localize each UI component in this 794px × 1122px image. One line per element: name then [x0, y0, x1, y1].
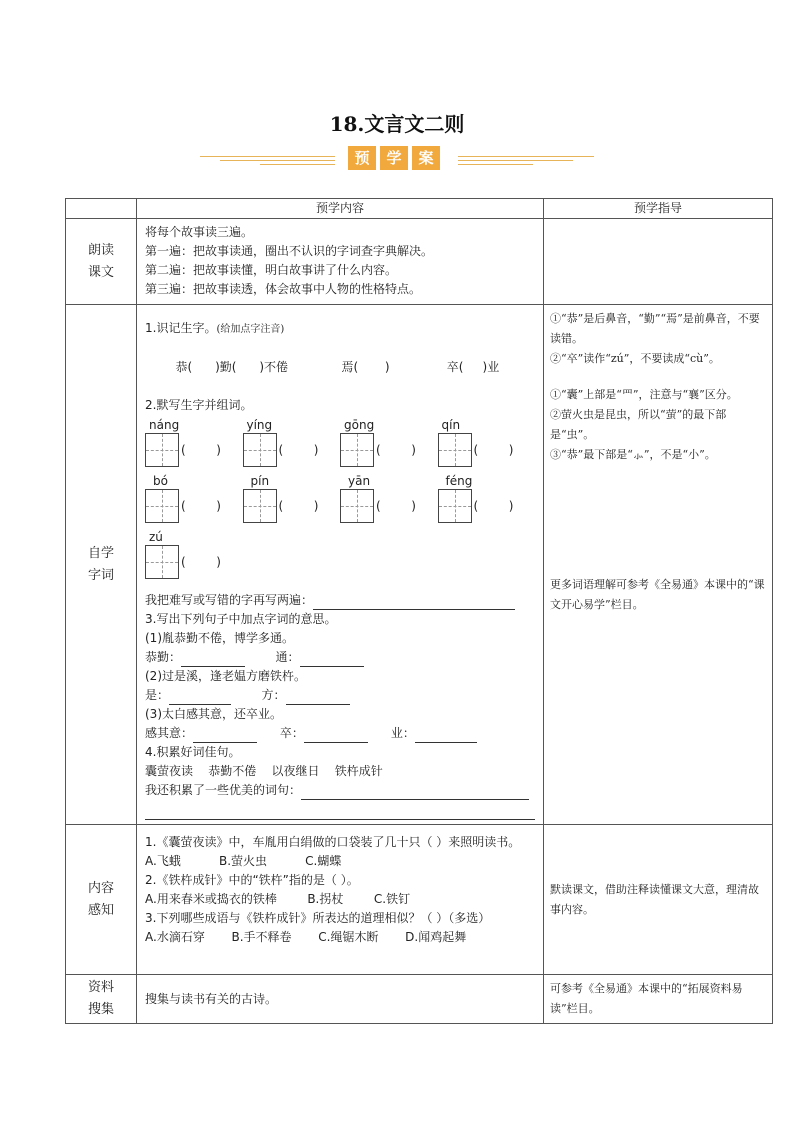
options[interactable]: A.水滴石穿 B.手不释卷 C.绳锯木断 D.闻鸡起舞 [145, 930, 467, 944]
writing-grid-item[interactable]: bó ( ) [145, 473, 243, 523]
answer-blank[interactable] [300, 654, 364, 667]
reading-guide [544, 219, 773, 305]
answer-line[interactable] [145, 806, 535, 820]
row-label-reading: 朗读 课文 [66, 219, 137, 305]
row-label-materials: 资料 搜集 [66, 975, 137, 1024]
answer-blank[interactable] [181, 654, 245, 667]
question: 3.下列哪些成语与《铁杵成针》所表达的道理相似？（ ）（多选） [145, 911, 491, 925]
answer-blank[interactable] [169, 692, 231, 705]
banner-char: 预 [348, 146, 376, 170]
comprehension-content [137, 825, 544, 975]
writing-box [145, 545, 179, 579]
idiom-list: 囊萤夜读 恭勤不倦 以夜继日 铁杵成针 [145, 764, 383, 778]
header-content: 预学内容 [137, 199, 544, 219]
writing-box [438, 433, 472, 467]
answer-blank[interactable] [286, 692, 350, 705]
reading-line: 将每个故事读三遍。 [145, 225, 254, 239]
materials-content: 搜集与读书有关的古诗。 [137, 975, 544, 1024]
row-label-comprehension: 内容 感知 [66, 825, 137, 975]
writing-grid-item[interactable]: zú ( ) [145, 529, 246, 579]
note: (给加点字注音) [216, 324, 285, 335]
options[interactable]: A.飞蛾 B.萤火虫 C.蝴蝶 [145, 854, 342, 868]
row-label-words: 自学 字词 [66, 305, 137, 825]
reading-line: 第二遍：把故事读懂，明白故事讲了什么内容。 [145, 263, 398, 277]
writing-box [340, 433, 374, 467]
question: 2.《铁杵成针》中的“铁杵”指的是（ ）。 [145, 873, 359, 887]
answer-blank[interactable] [301, 787, 529, 800]
reading-content [137, 219, 544, 305]
writing-box [438, 489, 472, 523]
study-table [65, 198, 773, 1024]
section-banner [200, 146, 594, 172]
writing-grid-item[interactable]: yíng ( ) [243, 417, 341, 467]
writing-box [243, 489, 277, 523]
writing-box [145, 489, 179, 523]
answer-blank[interactable] [193, 730, 257, 743]
banner-char: 学 [380, 146, 408, 170]
words-content: 1.识记生字。(给加点字注音) 恭( )勤( )不倦 焉( ) 卒( )业 2.默写生字并组词。 náng ( ) yíng ( ) gōng ( ) qín ( ) bó ( ) pín ( ) yān ( ) féng ( ) zú ( ) 我把难写或写错的字再写两遍： 3.写出下列句子中加点字词的意思。 (1)胤恭勤不倦，博学多通。 恭勤： 通： (2)过是溪，逢老媪方磨铁杵。 是： 方： (3)太白感其意，还卒业。 感其意： 卒： 业： 4.积累好词佳句。 囊萤夜读 恭勤不倦 以夜继日 铁杵成针 我还积累了一些优美的词句： [137, 305, 544, 825]
writing-grid-item[interactable]: féng ( ) [438, 473, 536, 523]
options[interactable]: A.用来春米或捣衣的铁棒 B.拐杖 C.铁钉 [145, 892, 411, 906]
answer-blank[interactable] [415, 730, 477, 743]
writing-grid-item[interactable]: gōng ( ) [340, 417, 438, 467]
page-title: 18.文言文二则 [329, 112, 465, 136]
answer-blank[interactable] [313, 597, 515, 610]
reading-line: 第三遍：把故事读透，体会故事中人物的性格特点。 [145, 282, 422, 296]
reading-line: 第一遍：把故事读通，圈出不认识的字词查字典解决。 [145, 244, 434, 258]
writing-grid-item[interactable]: yān ( ) [340, 473, 438, 523]
banner-char: 案 [412, 146, 440, 170]
char-pinyin-row: 恭( )勤( )不倦 焉( ) 卒( )业 [175, 360, 500, 374]
answer-blank[interactable] [304, 730, 368, 743]
comprehension-guide: 默读课文，借助注释读懂课文大意，理清故事内容。 [544, 825, 773, 975]
materials-guide: 可参考《全易通》本课中的“拓展资料易读”栏目。 [544, 975, 773, 1024]
writing-box [243, 433, 277, 467]
writing-grid-item[interactable]: pín ( ) [243, 473, 341, 523]
writing-box [340, 489, 374, 523]
writing-grid-item[interactable]: qín ( ) [438, 417, 536, 467]
header-empty [66, 199, 137, 219]
words-guide: ①“恭”是后鼻音，“勤”“焉”是前鼻音，不要读错。 ②“卒”读作“zú”，不要读成“cù”。 ①“囊”上部是“⺫”，注意与“襄”区分。 ②萤火虫是昆虫，所以“萤”的最下部是“虫”。 ③“恭”最下部是“⺗”，不是“小”。 更多词语理解可参考《全易通》本课中的“课文开心易学”栏目。 [544, 305, 773, 825]
writing-box [145, 433, 179, 467]
writing-grid-item[interactable]: náng ( ) [145, 417, 243, 467]
header-guide: 预学指导 [544, 199, 773, 219]
question: 1.《囊萤夜读》中，车胤用白绢做的口袋装了几十只（ ）来照明读书。 [145, 835, 521, 849]
